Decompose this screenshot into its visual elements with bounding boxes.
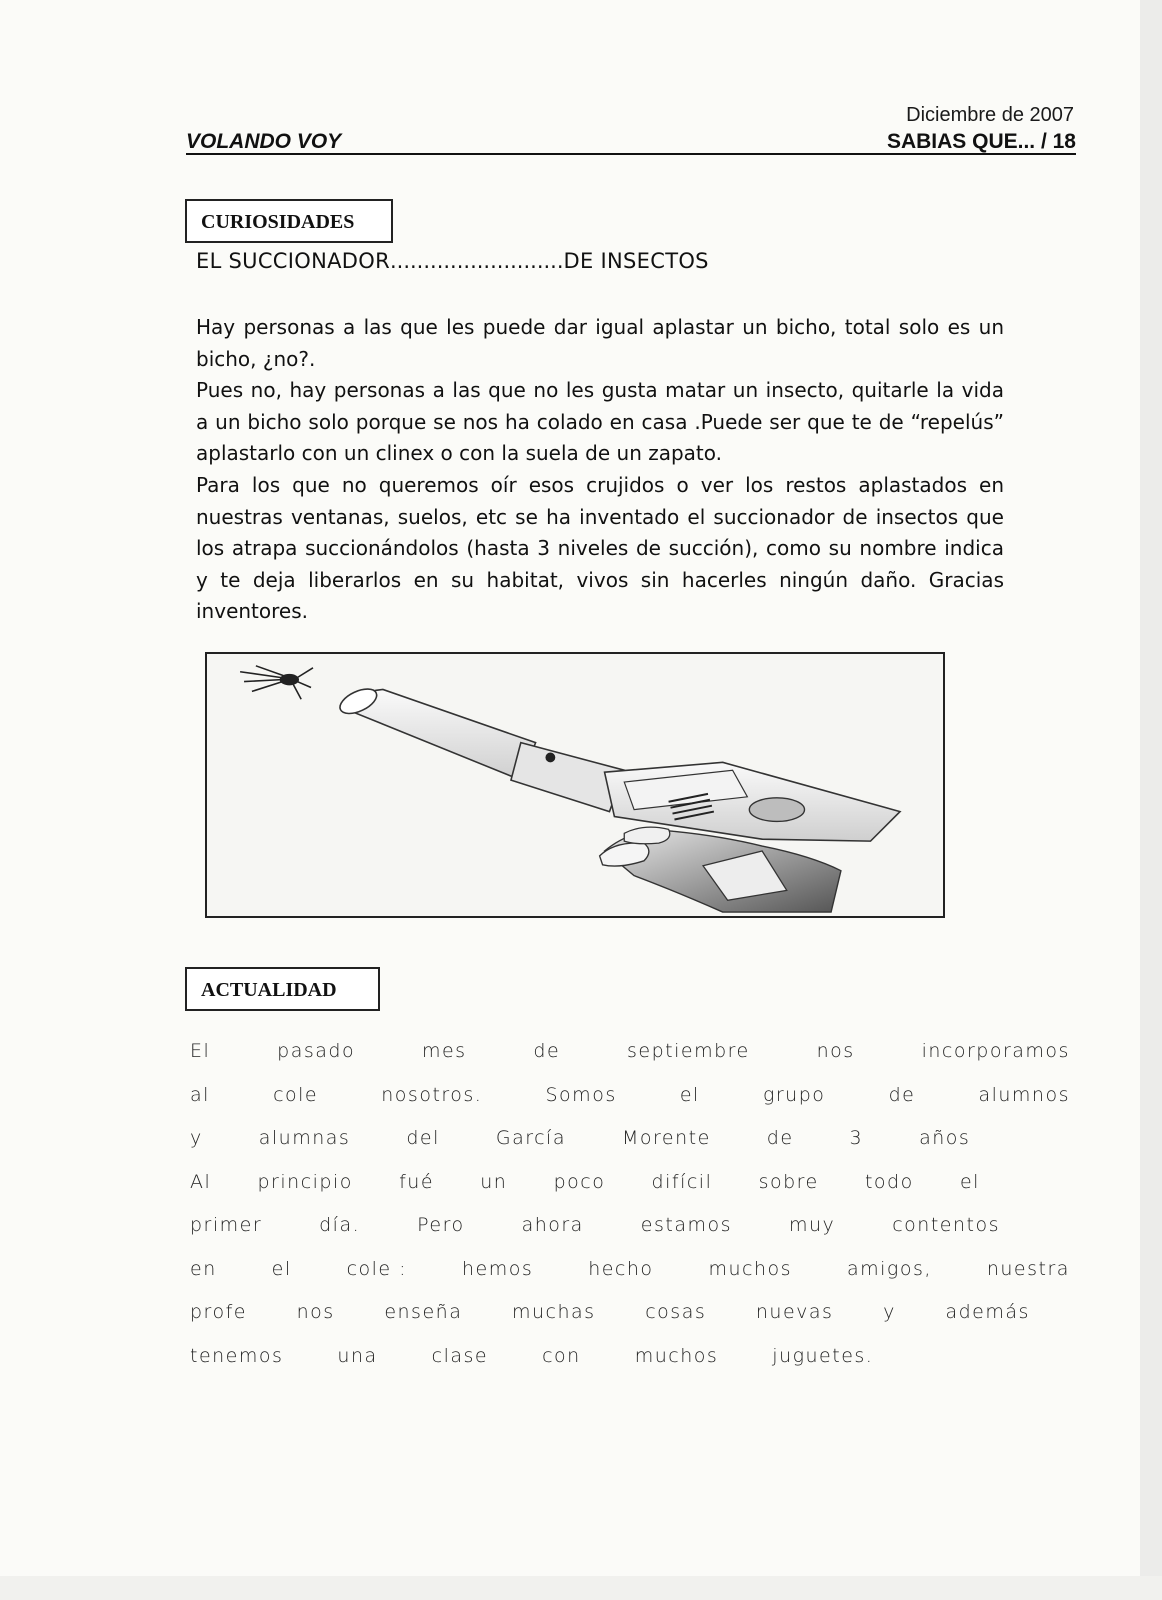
handwritten-word: nos bbox=[816, 1040, 855, 1062]
handwritten-word: fué bbox=[399, 1170, 435, 1193]
handwritten-word: sobre bbox=[758, 1170, 819, 1193]
handwritten-word: años bbox=[919, 1127, 971, 1149]
handwritten-word: de bbox=[888, 1083, 916, 1106]
handwritten-word: primer bbox=[190, 1214, 263, 1236]
handwritten-word: alumnas bbox=[258, 1127, 351, 1149]
handwritten-word: además bbox=[945, 1301, 1030, 1323]
handwritten-line bbox=[190, 1248, 1070, 1292]
insect-vacuum-illustration bbox=[205, 652, 945, 918]
handwritten-word: cole bbox=[273, 1083, 319, 1106]
handwritten-word: nuevas bbox=[755, 1301, 834, 1323]
handwritten-word: clase bbox=[431, 1344, 489, 1367]
handwritten-word: un bbox=[480, 1170, 508, 1193]
handwritten-word: y bbox=[190, 1127, 203, 1149]
handwritten-line bbox=[190, 1204, 1000, 1248]
handwritten-word: y bbox=[883, 1301, 896, 1323]
scan-page-bottom-edge bbox=[0, 1576, 1162, 1600]
handwritten-word: septiembre bbox=[627, 1040, 750, 1062]
article-paragraph: Pues no, hay personas a las que no les gusta matar un insecto, quitarle la vida a un bicho solo porque se nos ha colado en casa .Puede ser que te de “repelús” aplastarlo con un clinex o con la suela de un zapato. bbox=[196, 378, 1004, 466]
handwritten-line bbox=[190, 1117, 1070, 1161]
handwritten-word: con bbox=[542, 1344, 581, 1367]
handwritten-word: una bbox=[337, 1344, 378, 1367]
article-paragraph: Hay personas a las que les puede dar igual aplastar un bicho, total solo es un bicho, ¿no?. bbox=[196, 315, 1004, 371]
handwritten-word: nos bbox=[296, 1301, 335, 1323]
handwritten-word: 3 bbox=[849, 1127, 864, 1149]
handwritten-line bbox=[190, 1074, 1070, 1118]
handwritten-word: hecho bbox=[588, 1257, 654, 1280]
handwritten-line bbox=[190, 1161, 980, 1205]
handwritten-word: muchos bbox=[708, 1257, 793, 1280]
handwritten-text bbox=[190, 1030, 1070, 1378]
handwritten-word: cosas bbox=[645, 1301, 707, 1323]
handwritten-word: al bbox=[190, 1083, 210, 1106]
handwritten-word: hemos bbox=[462, 1257, 534, 1280]
handwritten-word: enseña bbox=[384, 1301, 463, 1323]
article-title-end: DE INSECTOS bbox=[563, 249, 709, 273]
handwritten-word: estamos bbox=[640, 1214, 732, 1236]
section-label-actualidad: ACTUALIDAD bbox=[185, 967, 380, 1011]
handwritten-word: grupo bbox=[762, 1083, 826, 1106]
handwritten-word: nosotros. bbox=[381, 1083, 483, 1106]
handwritten-word: tenemos bbox=[190, 1344, 284, 1367]
handwritten-word: el bbox=[959, 1170, 980, 1193]
article-title-dots: .......................... bbox=[389, 249, 564, 273]
handwritten-word: El bbox=[190, 1040, 211, 1062]
handwritten-line bbox=[190, 1030, 1070, 1074]
handwritten-word: incorporamos bbox=[921, 1040, 1070, 1062]
handwritten-word: Somos bbox=[545, 1083, 617, 1106]
handwritten-word: muy bbox=[788, 1214, 836, 1236]
handwritten-word: principio bbox=[257, 1170, 353, 1193]
handwritten-word: de bbox=[533, 1040, 561, 1062]
handwritten-word: día. bbox=[319, 1214, 361, 1236]
handwritten-word: pasado bbox=[277, 1040, 356, 1062]
section-label-curiosidades: CURIOSIDADES bbox=[185, 199, 393, 243]
handwritten-word: amigos, bbox=[847, 1257, 932, 1280]
handwritten-word: poco bbox=[553, 1170, 606, 1193]
header-date: Diciembre de 2007 bbox=[906, 104, 1074, 126]
handwritten-word: alumnos bbox=[978, 1083, 1070, 1106]
handwritten-word: en bbox=[190, 1257, 217, 1280]
handwritten-word: nuestra bbox=[986, 1257, 1070, 1280]
article-title-start: EL SUCCIONADOR bbox=[196, 249, 390, 273]
handwritten-word: profe bbox=[190, 1301, 247, 1323]
section-page-number: SABIAS QUE... / 18 bbox=[886, 130, 1076, 153]
handwritten-line bbox=[190, 1291, 1030, 1335]
handwritten-word: Morente bbox=[621, 1127, 711, 1149]
handwritten-word: muchas bbox=[511, 1301, 596, 1323]
handwritten-word: muchos bbox=[634, 1344, 719, 1367]
publication-title: VOLANDO VOY bbox=[186, 130, 342, 153]
handwritten-line bbox=[190, 1335, 1070, 1379]
handwritten-word: García bbox=[495, 1127, 566, 1149]
article-title bbox=[196, 249, 709, 273]
spider-icon bbox=[240, 666, 313, 699]
handwritten-word: contentos bbox=[892, 1214, 1000, 1236]
article-body bbox=[196, 312, 1004, 628]
handwritten-word: ahora bbox=[521, 1214, 584, 1236]
handwritten-word: juguetes. bbox=[772, 1344, 874, 1367]
handwritten-word: de bbox=[766, 1127, 794, 1149]
article-paragraph: Para los que no queremos oír esos crujidos o ver los restos aplastados en nuestras ventanas, suelos, etc se ha inventado el succionador de insectos que los atrapa succionándolos (hasta 3 niveles de succión), como su nombre indica y te deja liberarlos en su habitat, vivos sin hacerles ningún daño. Gracias inventores. bbox=[196, 472, 1004, 624]
handwritten-word: cole : bbox=[346, 1257, 408, 1280]
handwritten-word: todo bbox=[864, 1170, 914, 1193]
handwritten-word: Pero bbox=[417, 1214, 465, 1236]
scan-page-edge bbox=[1140, 0, 1162, 1600]
handwritten-word: del bbox=[406, 1127, 440, 1149]
insect-vacuum-drawing-icon bbox=[207, 654, 943, 916]
handwritten-word: el bbox=[679, 1083, 700, 1106]
handwritten-word: mes bbox=[421, 1040, 467, 1062]
handwritten-word: difícil bbox=[651, 1170, 713, 1193]
handwritten-word: Al bbox=[190, 1170, 212, 1193]
header-divider bbox=[186, 153, 1076, 155]
handwritten-word: el bbox=[271, 1257, 292, 1280]
